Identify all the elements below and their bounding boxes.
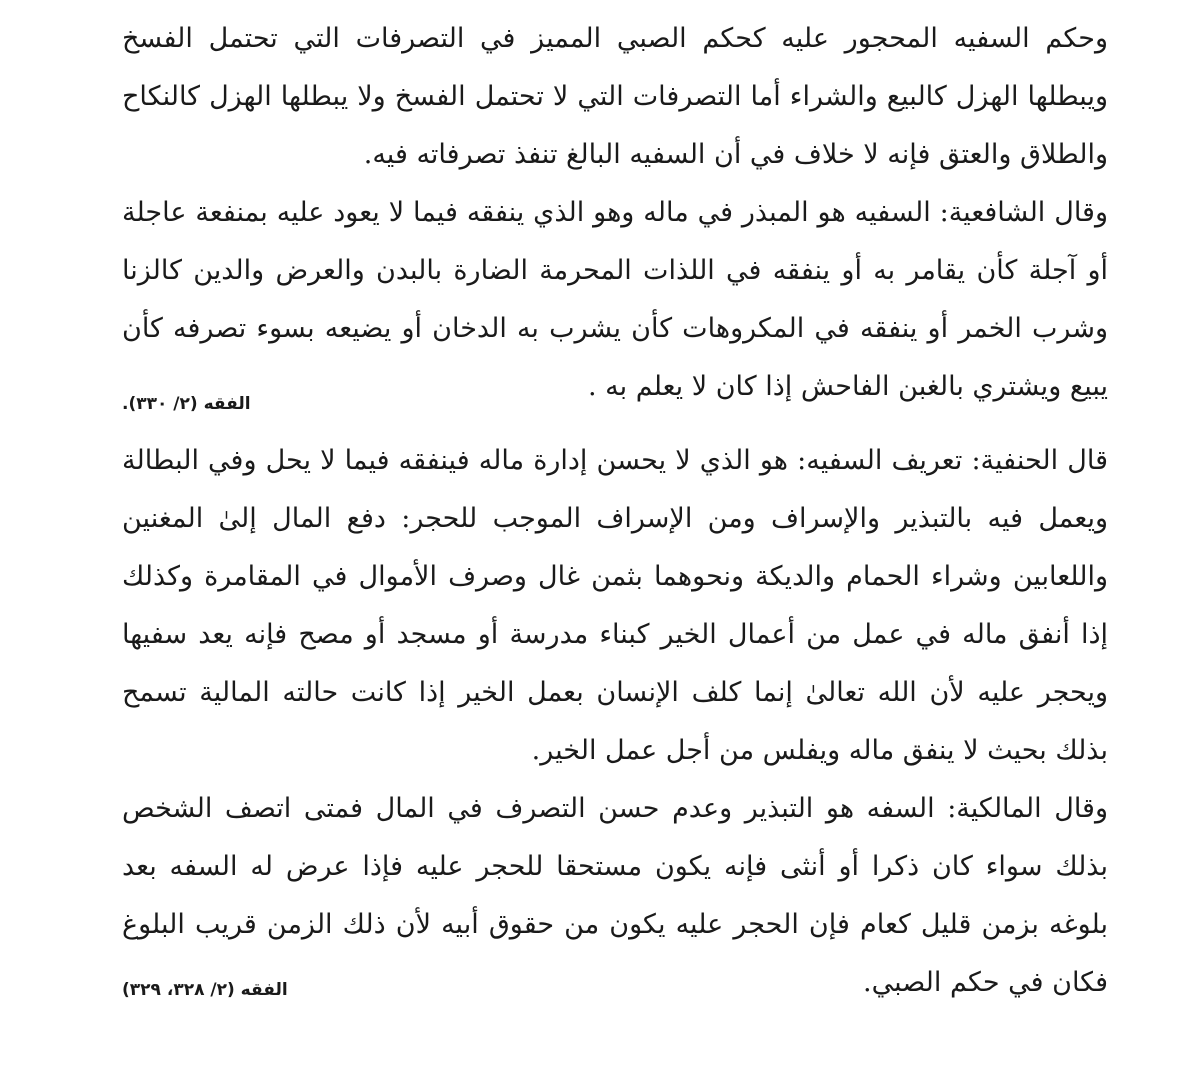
paragraph-shafiiyya: وقال الشافعية: السفيه هو المبذر في ماله وهو الذي ينفقه فيما لا يعود عليه بمنفعة عاجلة أو آجلة كأن يقامر به أو ينفقه في اللذات المحرمة الضارة بالبدن والعرض والدين كالزنا وشرب الخمر أو ينفقه في المكروهات كأن يشرب به الدخان أو يضيعه بسوء تصرفه كأن يبيع ويشتري بالغبن الفاحش إذا كان لا يعلم به . xyxy=(122,197,1108,402)
text-section-1 xyxy=(122,10,1108,416)
source-reference-2: الفقه (٢/ ٣٢٨، ٣٢٩) xyxy=(122,980,288,1000)
paragraph-hanafiyya: قال الحنفية: تعريف السفيه: هو الذي لا يحسن إدارة ماله فينفقه فيما لا يحل وفي البطالة ويعمل فيه بالتبذير والإسراف ومن الإسراف الموجب للحجر: دفع المال إلىٰ المغنين واللعابين وشراء الحمام والديكة ونحوهما بثمن غال وصرف الأموال في المقامرة وكذلك إذا أنفق ماله في عمل من أعمال الخير كبناء مدرسة أو مسجد أو مصح فإنه يعد سفيها ويحجر عليه لأن الله تعالىٰ إنما كلف الإنسان بعمل الخير إذا كانت حالته المالية تسمح بذلك بحيث لا ينفق ماله ويفلس من أجل عمل الخير. xyxy=(122,445,1108,766)
paragraph-malikiyya: وقال المالكية: السفه هو التبذير وعدم حسن التصرف في المال فمتى اتصف الشخص بذلك سواء كان ذكرا أو أنثى فإنه يكون مستحقا للحجر عليه فإذا عرض له السفه بعد بلوغه بزمن قليل كعام فإن الحجر عليه يكون من حقوق أبيه لأن ذلك الزمن قريب البلوغ فكان في حكم الصبي. xyxy=(122,793,1108,998)
source-reference-1: الفقه (٢/ ٣٣٠). xyxy=(122,394,251,414)
text-section-2 xyxy=(122,432,1108,1012)
paragraph-sufaha-hukm: وحكم السفيه المحجور عليه كحكم الصبي المميز في التصرفات التي تحتمل الفسخ ويبطلها الهزل كالبيع والشراء أما التصرفات التي لا تحتمل الفسخ ولا يبطلها الهزل كالنكاح والطلاق والعتق فإنه لا خلاف في أن السفيه البالغ تنفذ تصرفاته فيه. xyxy=(122,23,1108,170)
